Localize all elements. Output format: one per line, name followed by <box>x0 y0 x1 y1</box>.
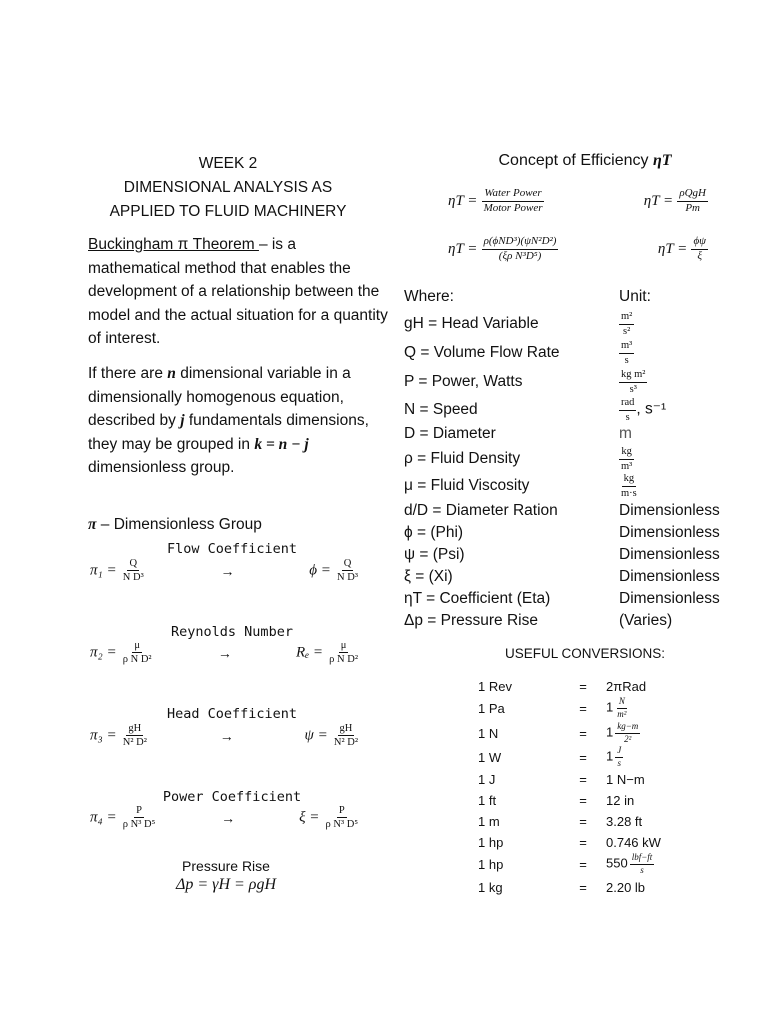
conversion-to: 550 $\frac{\text{lbf−ft}}{s}$ <box>606 852 653 875</box>
conversion-from: 1 hp <box>478 856 504 872</box>
variable-row <box>404 587 744 611</box>
variable-row <box>404 370 744 394</box>
variable-name: ρ = Fluid Density <box>404 450 521 467</box>
variable-unit: $\frac{\text{m²}}{\text{s²}}$ <box>621 311 633 337</box>
conversions-title: USEFUL CONVERSIONS: <box>504 646 666 661</box>
variable-name: ψ = (Psi) <box>404 546 465 563</box>
where-label: Where: <box>404 288 454 305</box>
head-coefficient-equation: π₃ = $\frac{gH}{\text{N² D²}}$ → ψ = $\frac{gH}{\text{N² D²}}$ <box>90 723 358 749</box>
variable-unit: Dimensionless <box>619 524 720 541</box>
variable-name: N = Speed <box>404 401 478 418</box>
conversion-row <box>478 853 718 875</box>
variable-name: d/D = Diameter Ration <box>404 502 558 519</box>
title-line-1: WEEK 2 <box>198 155 258 172</box>
pressure-rise-equation: Δp = γH = ρgH <box>175 876 277 893</box>
flow-coefficient-equation: π₁ = $\frac{Q}{\text{N D³}}$ → ϕ = $\frac{Q}{\text{N D³}}$ <box>90 558 358 584</box>
variable-row <box>404 341 744 365</box>
conversion-equals: = <box>579 856 587 872</box>
conversion-to: 1 N−m <box>606 771 645 787</box>
conversion-row <box>478 768 718 790</box>
power-coefficient-equation: π₄ = $\frac{P}{\text{ρ N³ D⁵}}$ → ξ = $\frac{P}{\text{ρ N³ D⁵}}$ <box>90 805 358 831</box>
conversion-from: 1 Rev <box>478 678 512 694</box>
flow-coefficient-label: Flow Coefficient <box>166 541 298 557</box>
buckingham-paragraph <box>88 233 388 351</box>
conversion-row <box>478 789 718 811</box>
variable-row <box>404 565 744 589</box>
conversion-from: 1 Pa <box>478 700 505 716</box>
conversion-from: 1 W <box>478 749 502 765</box>
variable-unit: Dimensionless <box>619 546 720 563</box>
conversion-to: 12 in <box>606 792 635 808</box>
dimensional-variables-paragraph: If there are n dimensional variable in a dimensionally homogenous equation, described by j fundamentals dimensions, they may be grouped in k = n − j dimensionless group. <box>88 365 369 477</box>
variable-unit: Dimensionless <box>619 590 720 607</box>
conversion-equals: = <box>579 879 587 895</box>
conversion-from: 1 N <box>478 725 499 741</box>
variable-name: ϕ = (Phi) <box>404 524 464 541</box>
conversion-equals: = <box>579 678 587 694</box>
variable-unit: Dimensionless <box>619 568 720 585</box>
variable-unit: $\frac{\text{m³}}{s}$ <box>621 340 633 366</box>
title-line-2: DIMENSIONAL ANALYSIS AS <box>123 179 333 196</box>
variable-row <box>404 398 744 422</box>
variable-name: Δp = Pressure Rise <box>404 612 538 629</box>
conversion-row <box>478 697 718 719</box>
variable-name: μ = Fluid Viscosity <box>404 477 530 494</box>
variable-row <box>404 499 744 523</box>
conversion-equals: = <box>579 771 587 787</box>
conversion-equals: = <box>579 725 587 741</box>
variable-unit: $\frac{\text{rad}}{s}$ , s⁻¹ <box>621 397 667 423</box>
title-line-3: APPLIED TO FLUID MACHINERY <box>109 203 347 220</box>
conversion-from: 1 m <box>478 813 500 829</box>
variable-row <box>404 609 744 633</box>
reynolds-number-label: Reynolds Number <box>171 624 293 640</box>
conversion-row <box>478 675 718 697</box>
reynolds-number-equation: π₂ = $\frac{\mu}{\text{ρ N D²}}$ → Rₑ = $\frac{\mu}{\text{ρ N D²}}$ <box>90 640 358 666</box>
conversion-to: 0.746 kW <box>606 834 661 850</box>
conversion-to: 1 $\frac{kg-m}{\text{2²}}$ <box>606 721 639 744</box>
variable-row <box>404 474 744 498</box>
variable-unit: m <box>619 425 632 442</box>
variable-name: ηT = Coefficient (Eta) <box>404 590 551 607</box>
conversion-to: 1 $\frac{N}{\text{m²}}$ <box>606 696 627 719</box>
conversion-equals: = <box>579 813 587 829</box>
variable-unit: Dimensionless <box>619 502 720 519</box>
efficiency-equation-2: ηT = $\frac{\text{ρ(ϕND³)(ψN²D²)}}{\text{(ξρ N³D⁵)}}$ ηT = $\frac{\phi\psi}{\xi}$ <box>448 235 706 262</box>
buckingham-description: – is a mathematical method that enables the development of a relationship between the model and the actual situation for a quantity of interest. <box>88 236 388 348</box>
buckingham-term: Buckingham π Theorem <box>88 236 259 253</box>
variable-unit: $\frac{kg}{m\cdot s}$ <box>621 473 637 499</box>
variable-row <box>404 447 744 471</box>
variable-unit: $\frac{kg}{\text{m³}}$ <box>621 446 633 472</box>
unit-label: Unit: <box>619 288 651 305</box>
variable-name: D = Diameter <box>404 425 496 442</box>
conversion-row <box>478 876 718 898</box>
conversion-row <box>478 746 718 768</box>
conversion-row <box>478 831 718 853</box>
conversion-to: 1 $\frac{J}{s}$ <box>606 745 622 768</box>
efficiency-title: Concept of Efficiency ηT <box>498 152 672 169</box>
conversion-from: 1 hp <box>478 834 504 850</box>
dimensionless-group-heading: π – Dimensionless Group <box>88 516 262 533</box>
variable-row <box>404 312 744 336</box>
conversion-row <box>478 810 718 832</box>
conversion-equals: = <box>579 700 587 716</box>
conversion-equals: = <box>579 749 587 765</box>
pressure-rise-label: Pressure Rise <box>182 858 270 874</box>
where-unit-header <box>404 285 744 309</box>
variable-unit: (Varies) <box>619 612 673 629</box>
variable-row <box>404 543 744 567</box>
variable-name: Q = Volume Flow Rate <box>404 344 560 361</box>
head-coefficient-label: Head Coefficient <box>166 706 298 722</box>
variable-name: ξ = (Xi) <box>404 568 453 585</box>
conversion-to: 2πRad <box>606 678 647 694</box>
power-coefficient-label: Power Coefficient <box>162 789 302 805</box>
conversion-from: 1 ft <box>478 792 497 808</box>
conversion-from: 1 J <box>478 771 496 787</box>
efficiency-equation-1: ηT = $\frac{\text{Water Power}}{\text{Motor Power}}$ ηT = $\frac{\text{ρQgH}}{Pm}$ <box>448 187 706 214</box>
variable-name: P = Power, Watts <box>404 373 523 390</box>
document-title <box>88 152 368 224</box>
conversion-from: 1 kg <box>478 879 503 895</box>
conversion-to: 3.28 ft <box>606 813 643 829</box>
conversion-equals: = <box>579 792 587 808</box>
conversion-to: 2.20 lb <box>606 879 646 895</box>
variable-row <box>404 521 744 545</box>
variable-row <box>404 422 744 446</box>
variable-name: gH = Head Variable <box>404 315 539 332</box>
conversion-equals: = <box>579 834 587 850</box>
variable-unit: $\frac{\text{kg m²}}{\text{s³}}$ <box>621 369 646 395</box>
conversion-row <box>478 722 718 744</box>
